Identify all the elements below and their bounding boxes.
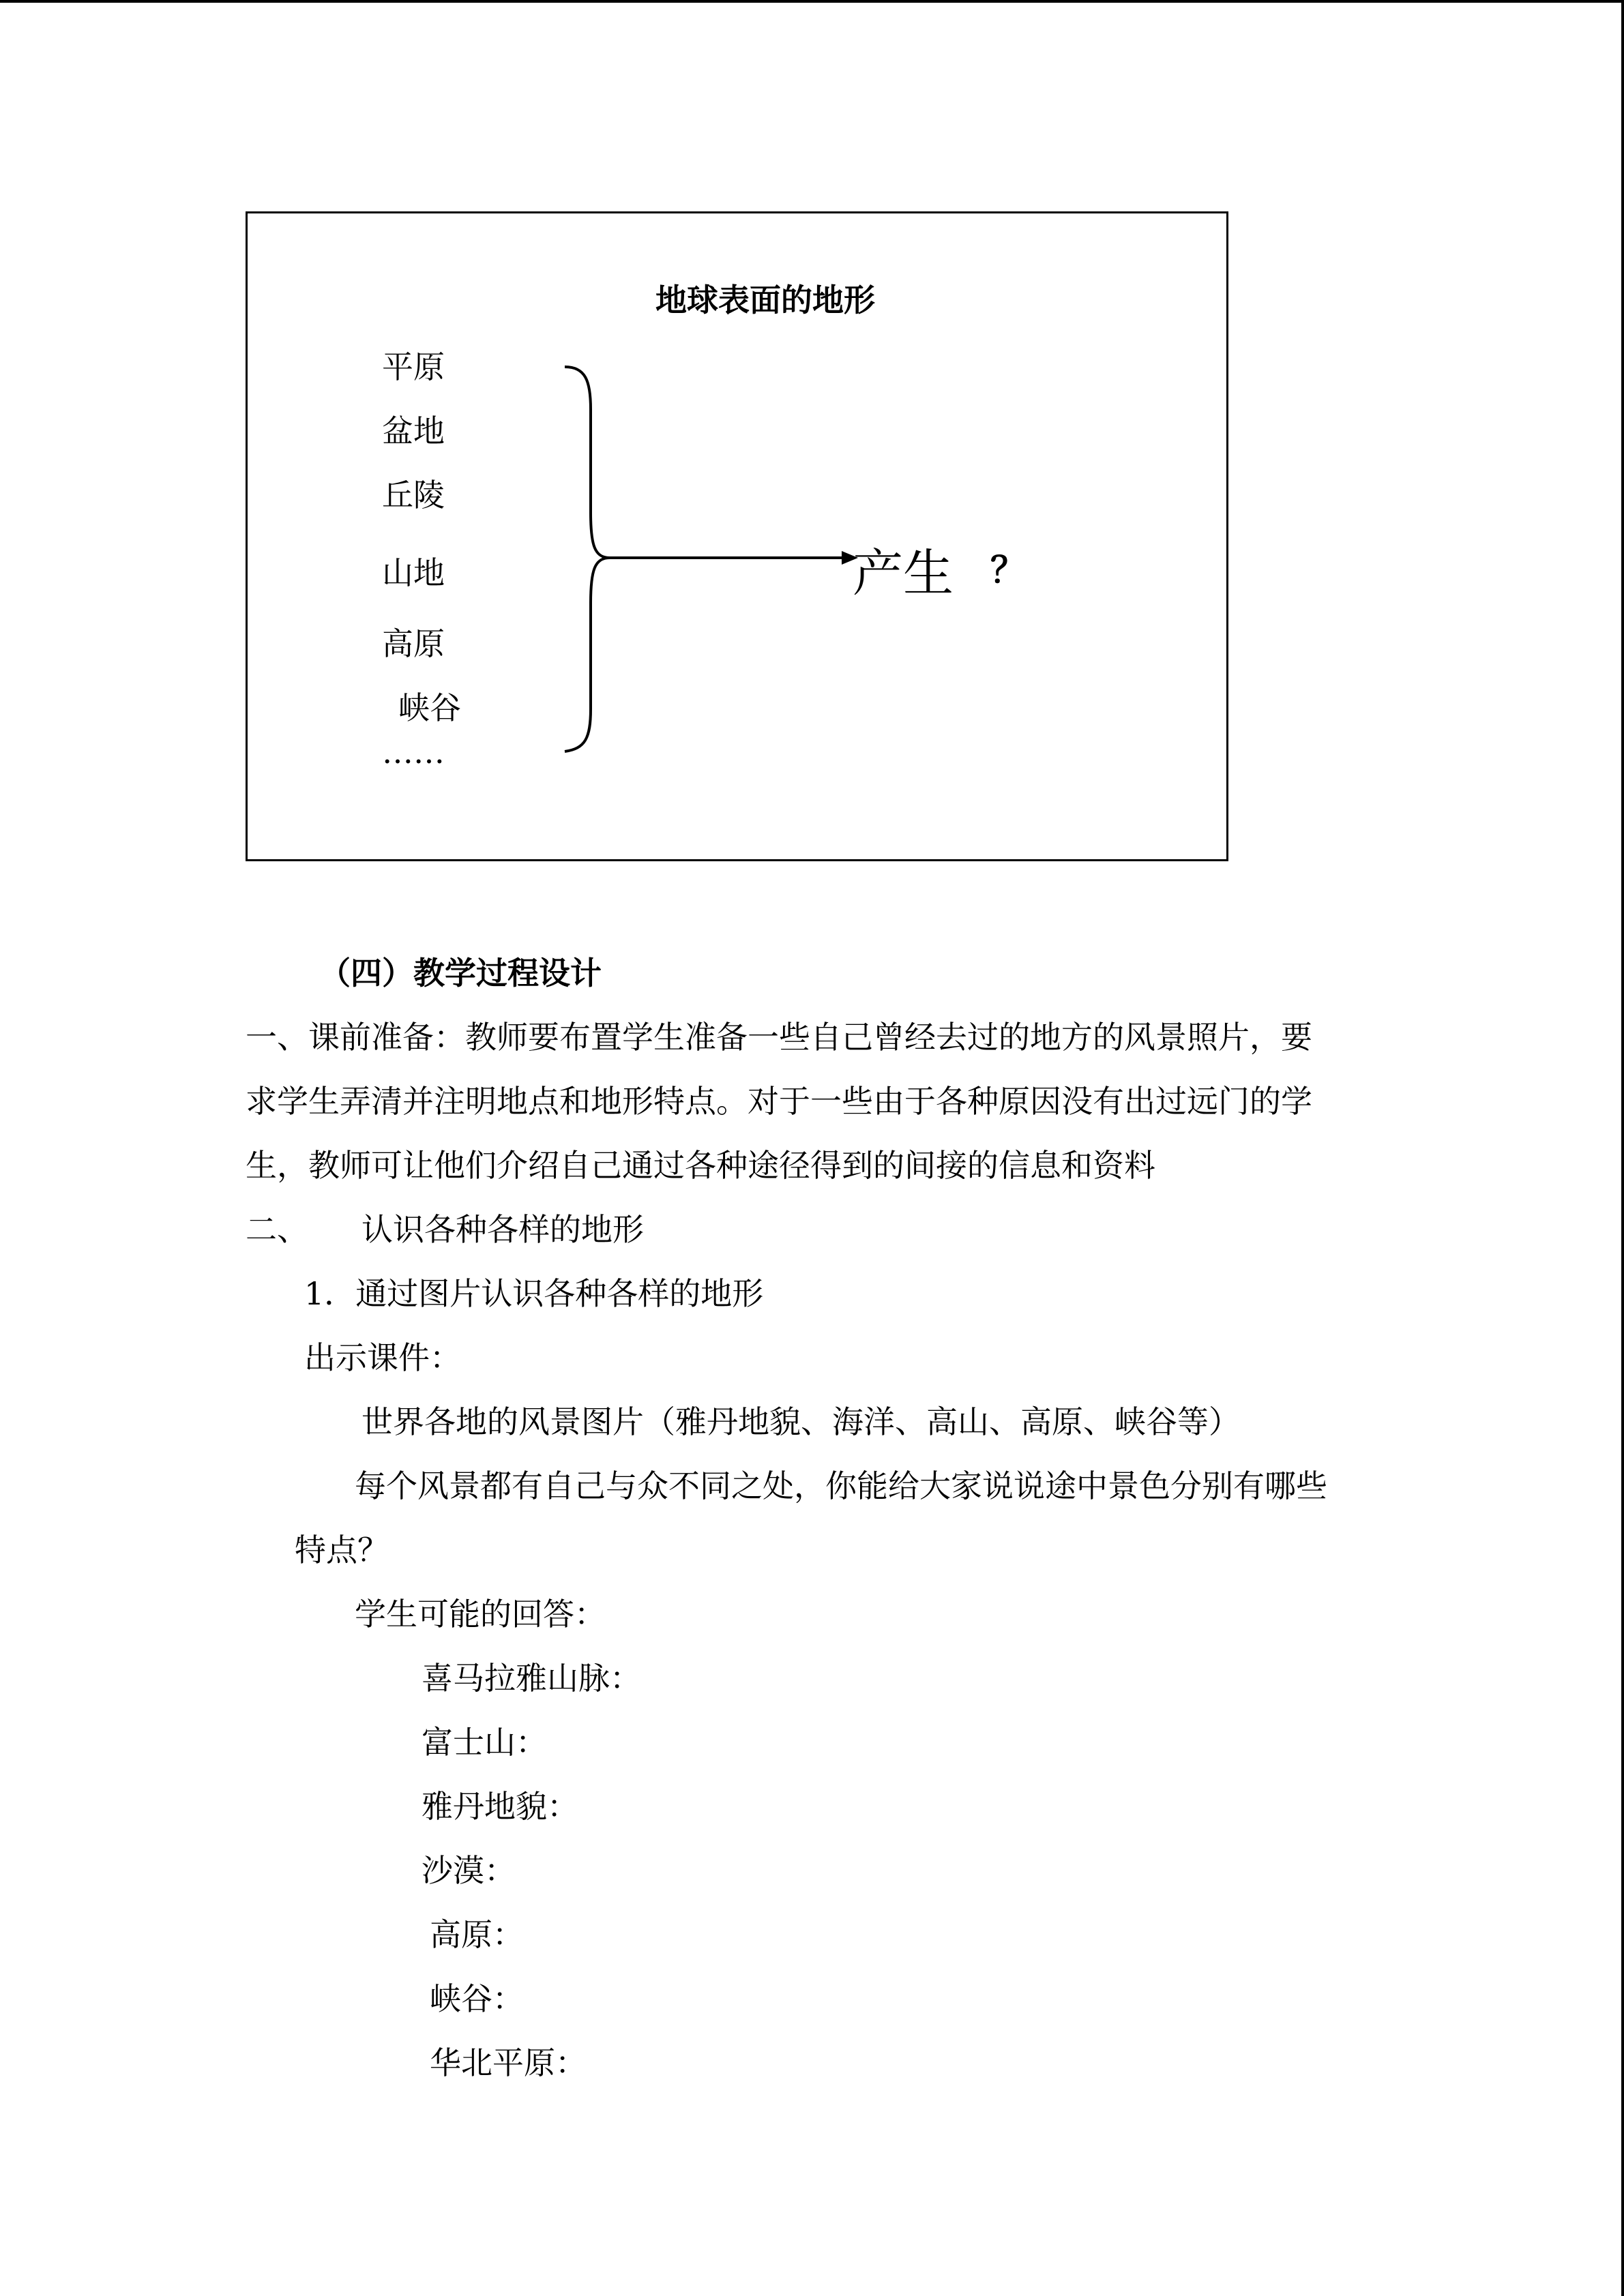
- prep-paragraph-line-3: 生，教师可让他们介绍自己通过各种途径得到的间接的信息和资料: [246, 1147, 1155, 1184]
- step-one-heading: 1．通过图片认识各种各样的地形: [304, 1275, 764, 1312]
- part-two-title: 认识各种各样的地形: [361, 1211, 644, 1248]
- landform-ellipsis: ……: [382, 734, 445, 771]
- part-two-number: 二、: [246, 1211, 308, 1248]
- answer-desert: 沙漠：: [422, 1852, 516, 1889]
- prep-paragraph-line-1: 一、课前准备：教师要布置学生准备一些自己曾经去过的地方的风景照片，要: [246, 1019, 1312, 1056]
- answer-yardang: 雅丹地貌：: [422, 1788, 578, 1825]
- answer-plateau: 高原：: [430, 1916, 524, 1953]
- pictures-description: 世界各地的风景图片（雅丹地貌、海洋、高山、高原、峡谷等）: [361, 1403, 1240, 1440]
- section-heading: （四）教学过程设计: [319, 955, 602, 992]
- discussion-question-line-1: 每个风景都有自己与众不同之处，你能给大家说说途中景色分别有哪些: [355, 1467, 1327, 1504]
- answer-himalayas: 喜马拉雅山脉：: [422, 1660, 641, 1697]
- answer-north-china-plain: 华北平原：: [430, 2044, 587, 2081]
- discussion-question-line-2: 特点？: [295, 1532, 389, 1568]
- answer-canyon: 峡谷：: [430, 1980, 524, 2017]
- diagram-title: 地球表面的地形: [655, 282, 875, 318]
- landform-hills: 丘陵: [382, 477, 445, 513]
- landform-mountain: 山地: [382, 554, 445, 591]
- landform-canyon: 峡谷: [398, 689, 461, 726]
- answers-intro: 学生可能的回答：: [355, 1596, 606, 1632]
- result-label: 产生: [853, 544, 954, 603]
- show-courseware-label: 出示课件：: [304, 1339, 461, 1376]
- landform-plateau: 高原: [382, 625, 445, 662]
- question-mark: ？: [990, 550, 1027, 591]
- landform-basin: 盆地: [382, 413, 445, 449]
- landform-plain: 平原: [382, 348, 445, 385]
- answer-mount-fuji: 富士山：: [422, 1724, 547, 1761]
- prep-paragraph-line-2: 求学生弄清并注明地点和地形特点。对于一些由于各种原因没有出过远门的学: [246, 1083, 1312, 1120]
